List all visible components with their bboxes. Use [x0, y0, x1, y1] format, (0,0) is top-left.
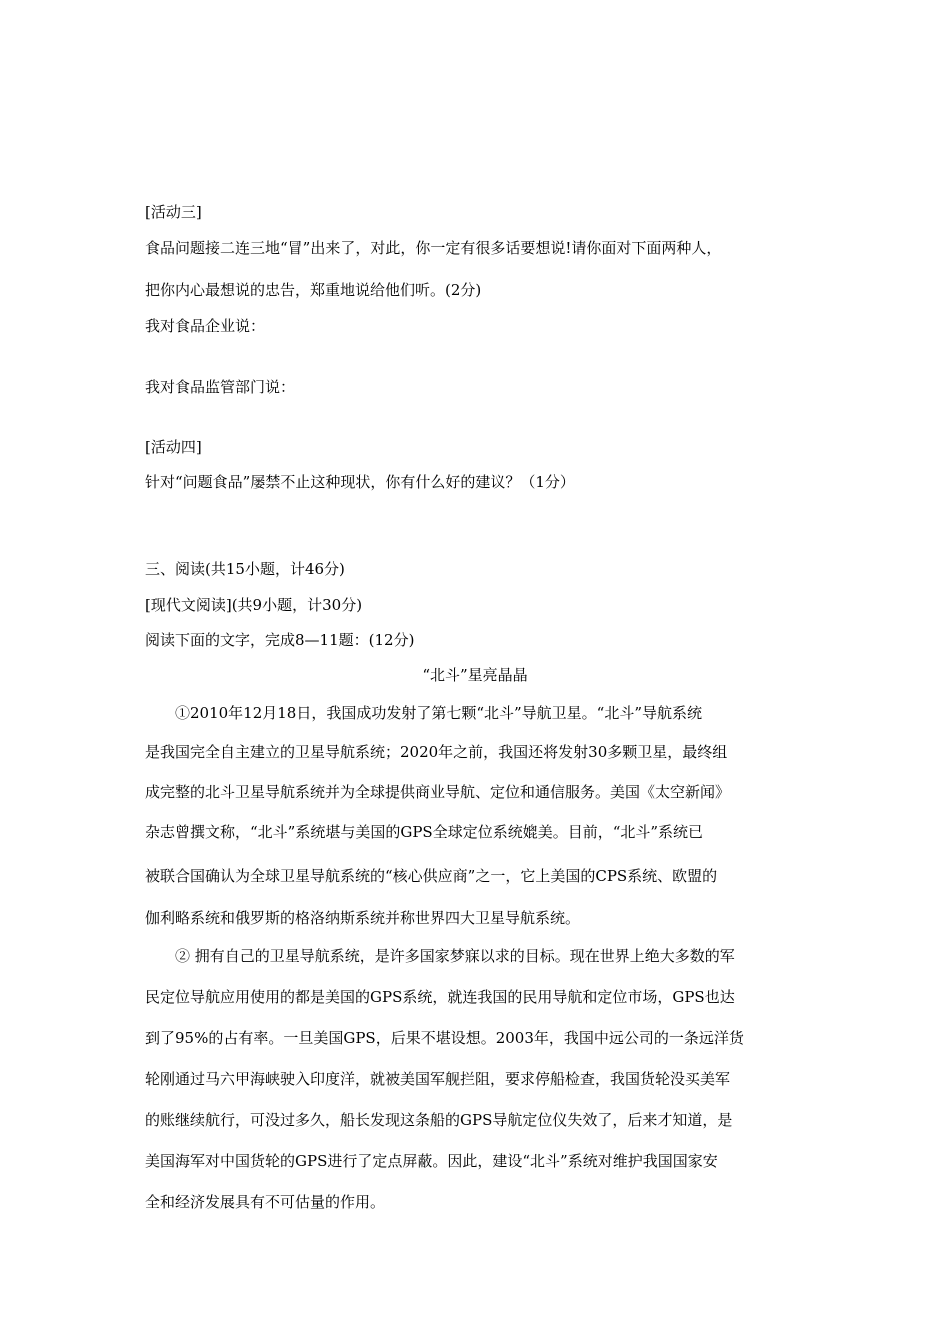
activity4-heading: [活动四] [145, 438, 202, 456]
section3-heading: 三、阅读(共15小题，计46分) [145, 560, 345, 578]
activity3-prompt-line2: 把你内心最想说的忠告，郑重地说给他们听。(2分) [145, 281, 482, 299]
article-para1-line: 被联合国确认为全球卫星导航系统的“核心供应商”之一，它上美国的CPS系统、欧盟的 [145, 867, 718, 885]
article-para2-line: 民定位导航应用使用的都是美国的GPS系统，就连我国的民用导航和定位市场，GPS也达 [145, 988, 735, 1006]
article-para2-line: ② 拥有自己的卫星导航系统，是许多国家梦寐以求的目标。现在世界上绝大多数的军 [175, 947, 735, 965]
article-para2-line: 美国海军对中国货轮的GPS进行了定点屏蔽。因此，建设“北斗”系统对维护我国国家安 [145, 1152, 718, 1170]
article-para2-line: 轮刚通过马六甲海峡驶入印度洋，就被美国军舰拦阻，要求停船检查，我国货轮没买美军 [145, 1070, 731, 1088]
article-para1-line: ①2010年12月18日，我国成功发射了第七颗“北斗”导航卫星。“北斗”导航系统 [175, 704, 703, 722]
article-para1-line: 成完整的北斗卫星导航系统并为全球提供商业导航、定位和通信服务。美国《太空新闻》 [145, 783, 731, 801]
article-para2-line: 全和经济发展具有不可估量的作用。 [145, 1193, 386, 1211]
section3-instruction: 阅读下面的文字，完成8—11题：(12分) [145, 631, 415, 649]
article-para2-line: 的账继续航行，可没过多久，船长发现这条船的GPS导航定位仪失效了，后来才知道，是 [145, 1111, 733, 1129]
activity3-prompt-line1: 食品问题接二连三地“冒”出来了，对此，你一定有很多话要想说!请你面对下面两种人， [145, 239, 722, 257]
section3-subheading: [现代文阅读](共9小题，计30分) [145, 596, 363, 614]
article-para2-line: 到了95%的占有率。一旦美国GPS，后果不堪设想。2003年，我国中远公司的一条远洋货 [145, 1029, 744, 1047]
answer-label-enterprise: 我对食品企业说： [145, 317, 266, 335]
activity4-prompt: 针对“问题食品”屡禁不止这种现状，你有什么好的建议？（1分） [145, 473, 575, 491]
article-para1-line: 是我国完全自主建立的卫星导航系统；2020年之前，我国还将发射30多颗卫星，最终组 [145, 743, 728, 761]
activity3-heading: [活动三] [145, 203, 202, 221]
article-para1-line: 伽利略系统和俄罗斯的格洛纳斯系统并称世界四大卫星导航系统。 [145, 909, 581, 927]
answer-label-regulator: 我对食品监管部门说： [145, 378, 296, 396]
article-title: “北斗”星亮晶晶 [422, 666, 528, 684]
article-para1-line: 杂志曾撰文称，“北斗”系统堪与美国的GPS全球定位系统媲美。目前，“北斗”系统已 [145, 823, 704, 841]
